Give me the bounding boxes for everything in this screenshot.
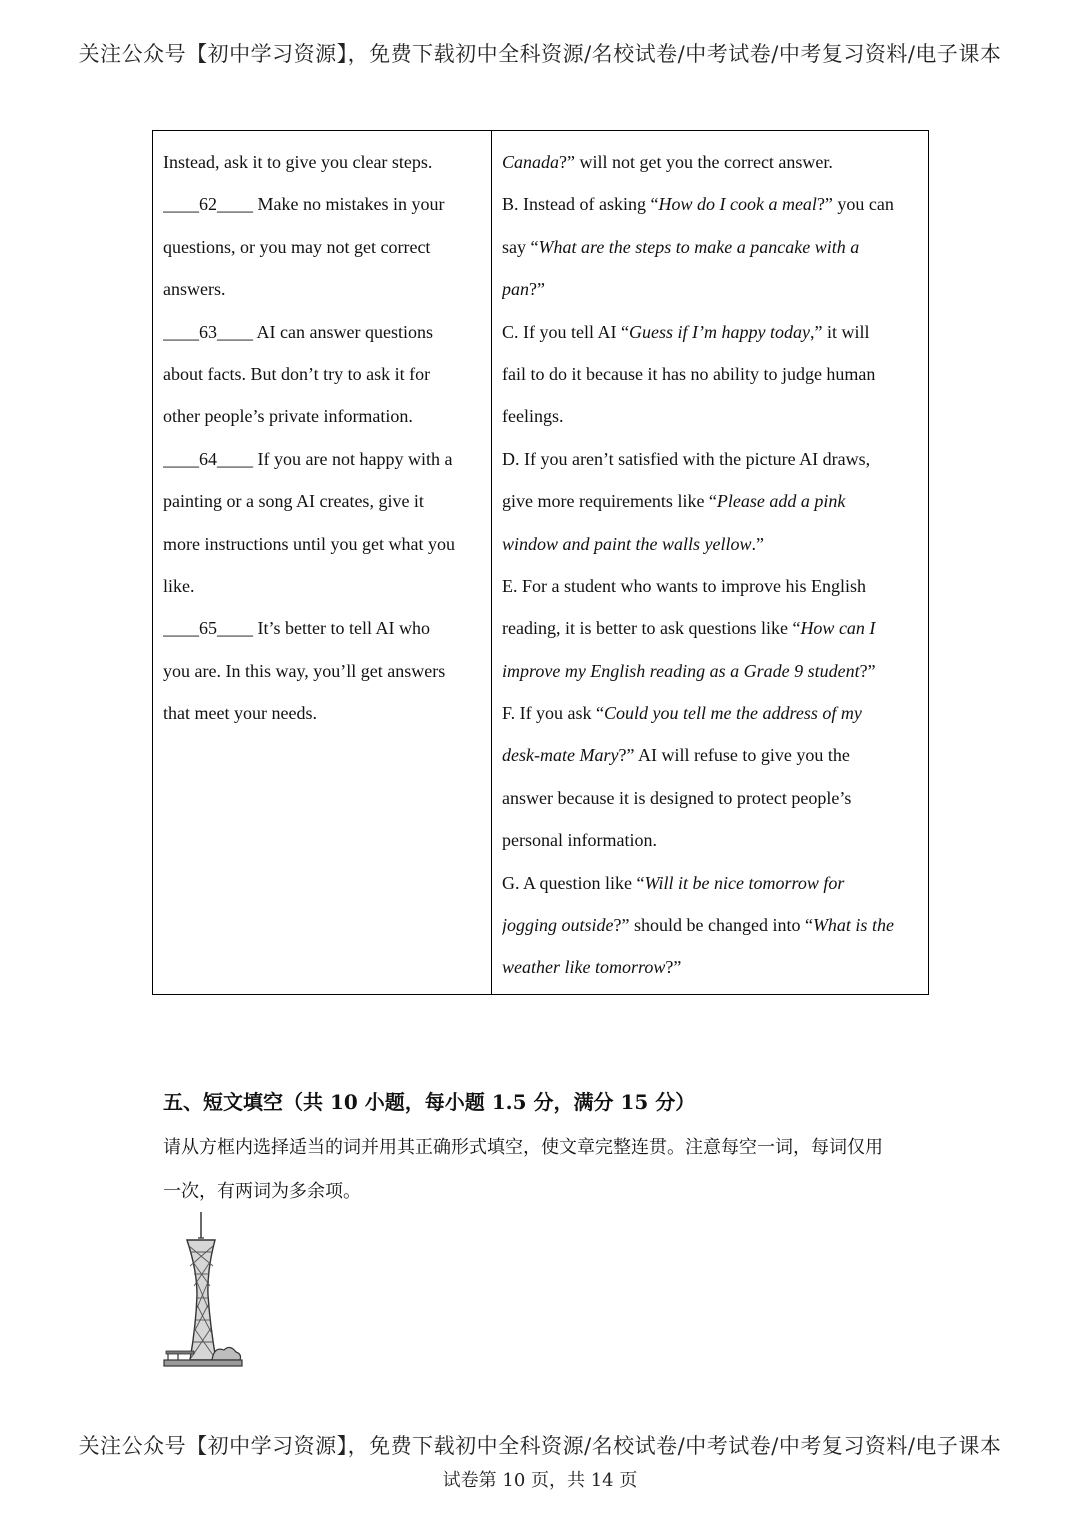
text-line bbox=[163, 565, 481, 607]
text-line bbox=[502, 819, 918, 861]
text-line bbox=[163, 183, 481, 225]
question-table bbox=[152, 130, 929, 995]
text-line bbox=[502, 734, 918, 776]
text-line bbox=[502, 480, 918, 522]
text-span: ?” bbox=[529, 279, 545, 300]
italic-text: improve my English reading as a Grade 9 student bbox=[502, 660, 860, 681]
text-span: ,” it will bbox=[809, 321, 870, 342]
text-line bbox=[163, 353, 481, 395]
text-span: that meet your needs. bbox=[163, 703, 317, 724]
text-span: E. For a student who wants to improve his English bbox=[502, 575, 866, 596]
text-line bbox=[163, 268, 481, 310]
italic-text: Please add a pink bbox=[716, 491, 846, 512]
italic-text: How can I bbox=[800, 618, 876, 639]
text-line bbox=[163, 650, 481, 692]
italic-text: How do I cook a meal bbox=[658, 194, 817, 215]
text-span: D. If you aren’t satisfied with the picture AI draws, bbox=[502, 448, 871, 469]
text-line bbox=[502, 523, 918, 565]
text-span: other people’s private information. bbox=[163, 406, 413, 427]
text-span: ?” should be changed into “ bbox=[613, 915, 813, 936]
text-span: ?” bbox=[859, 660, 876, 681]
text-span: .” bbox=[751, 533, 765, 554]
text-line bbox=[163, 480, 481, 522]
text-span: you are. In this way, you’ll get answers bbox=[163, 660, 446, 681]
text-line bbox=[163, 438, 481, 480]
text-span: questions, or you may not get correct bbox=[163, 236, 431, 257]
italic-text: What is the bbox=[812, 915, 894, 936]
italic-text: desk-mate Mary bbox=[502, 745, 619, 766]
instruction-line: 请从方框内选择适当的词并用其正确形式填空，使文章完整连贯。注意每空一词，每词仅用 bbox=[163, 1137, 883, 1158]
text-line bbox=[502, 692, 918, 734]
text-span: ____64____ If you are not happy with a bbox=[163, 448, 453, 469]
text-span: C. If you tell AI “ bbox=[502, 321, 629, 342]
text-span: painting or a song AI creates, give it bbox=[163, 491, 424, 512]
text-span: give more requirements like “ bbox=[502, 491, 717, 512]
italic-text: Guess if I’m happy today bbox=[628, 321, 810, 342]
italic-text: What are the steps to make a pancake with a bbox=[538, 236, 860, 257]
text-span: say “ bbox=[502, 236, 539, 257]
page-number: 试卷第 10 页，共 14 页 bbox=[442, 1470, 638, 1491]
text-span: ?” you can bbox=[816, 194, 894, 215]
text-span: answer because it is designed to protect people’s bbox=[502, 787, 852, 808]
text-line bbox=[502, 183, 918, 225]
text-span: answers. bbox=[163, 279, 226, 300]
text-line bbox=[502, 141, 918, 183]
text-span: ____63____ AI can answer questions bbox=[163, 321, 433, 342]
questions-column bbox=[153, 131, 492, 995]
text-span: like. bbox=[163, 575, 195, 596]
text-line bbox=[502, 607, 918, 649]
italic-text: Will it be nice tomorrow for bbox=[644, 872, 845, 893]
text-line bbox=[502, 226, 918, 268]
text-span: G. A question like “ bbox=[502, 872, 645, 893]
text-line bbox=[502, 311, 918, 353]
italic-text: pan bbox=[502, 279, 529, 300]
text-span: ____65____ It’s better to tell AI who bbox=[163, 618, 430, 639]
options-column bbox=[492, 131, 929, 995]
footer-banner: 关注公众号【初中学习资源】，免费下载初中全科资源/名校试卷/中考试卷/中考复习资料/电子课本 bbox=[78, 1434, 1002, 1458]
text-span: F. If you ask “ bbox=[502, 703, 605, 724]
text-span: feelings. bbox=[502, 406, 564, 427]
canton-tower-illustration bbox=[160, 1210, 244, 1372]
text-line bbox=[163, 311, 481, 353]
text-span: B. Instead of asking “ bbox=[502, 194, 659, 215]
text-line bbox=[163, 607, 481, 649]
text-span: ?” bbox=[665, 957, 682, 978]
italic-text: jogging outside bbox=[502, 915, 614, 936]
text-span: Instead, ask it to give you clear steps. bbox=[163, 152, 433, 172]
text-line bbox=[163, 226, 481, 268]
text-line bbox=[163, 692, 481, 734]
italic-text: Could you tell me the address of my bbox=[604, 703, 862, 724]
instruction-line: 一次，有两词为多余项。 bbox=[163, 1181, 361, 1202]
text-span: reading, it is better to ask questions like “ bbox=[502, 618, 801, 639]
text-span: personal information. bbox=[502, 830, 657, 851]
text-line bbox=[502, 650, 918, 692]
text-line bbox=[502, 268, 918, 310]
text-line bbox=[502, 438, 918, 480]
text-span: more instructions until you get what you bbox=[163, 533, 455, 554]
italic-text: Canada bbox=[502, 152, 560, 172]
italic-text: weather like tomorrow bbox=[502, 957, 666, 978]
text-line bbox=[163, 141, 481, 183]
text-line bbox=[502, 565, 918, 607]
text-line bbox=[163, 395, 481, 437]
text-span: ?” AI will refuse to give you the bbox=[618, 745, 850, 766]
text-span: ____62____ Make no mistakes in your bbox=[163, 194, 445, 215]
text-span: fail to do it because it has no ability to judge human bbox=[502, 363, 876, 384]
text-line bbox=[502, 904, 918, 946]
text-line bbox=[502, 395, 918, 437]
italic-text: window and paint the walls yellow bbox=[502, 533, 752, 554]
text-line bbox=[163, 523, 481, 565]
text-span: ?” will not get you the correct answer. bbox=[559, 152, 833, 172]
text-line bbox=[502, 862, 918, 904]
text-span: about facts. But don’t try to ask it for bbox=[163, 363, 431, 384]
text-line bbox=[502, 777, 918, 819]
text-line bbox=[502, 353, 918, 395]
section-title: 五、短文填空（共 10 小题，每小题 1.5 分，满分 15 分） bbox=[163, 1090, 696, 1114]
text-line bbox=[502, 946, 918, 988]
header-banner: 关注公众号【初中学习资源】，免费下载初中全科资源/名校试卷/中考试卷/中考复习资料/电子课本 bbox=[78, 42, 1002, 66]
